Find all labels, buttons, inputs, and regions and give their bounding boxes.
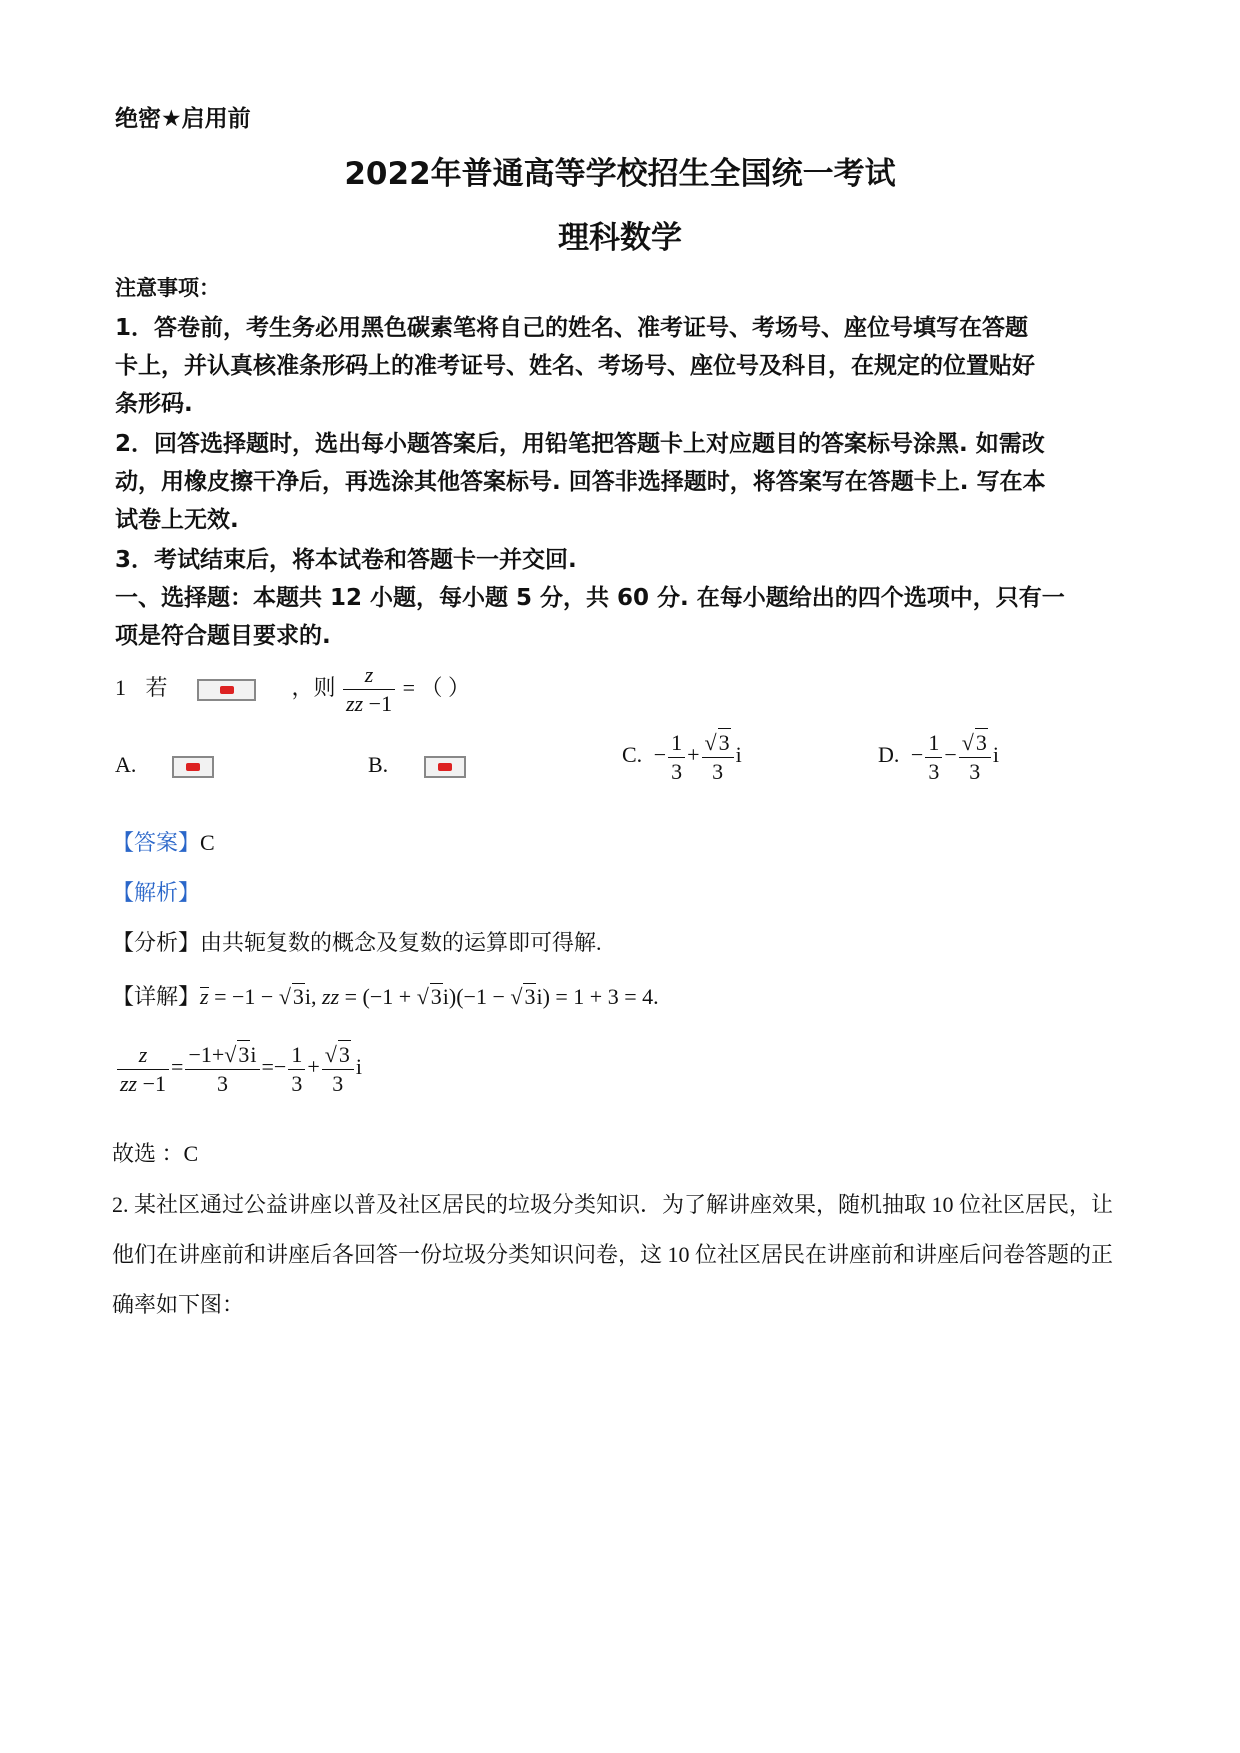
broken-image-icon bbox=[197, 679, 256, 701]
option-a bbox=[115, 735, 214, 795]
answer-value: C bbox=[200, 830, 215, 855]
broken-image-icon bbox=[424, 756, 466, 778]
answer-tag: 【答案】 bbox=[112, 830, 201, 855]
math-text: = −1 − bbox=[208, 984, 279, 1009]
question-2-line: 2. 某社区通过公益讲座以普及社区居民的垃圾分类知识．为了解讲座效果，随机抽取 10 位社区居民，让 bbox=[112, 1192, 1114, 1217]
sqrt-radicand: 3 bbox=[292, 984, 304, 1009]
fraction-numerator: 1 bbox=[288, 1041, 305, 1070]
option-d bbox=[878, 728, 999, 786]
fraction-denominator: 3 bbox=[216, 1071, 228, 1096]
fraction-denominator: 3 bbox=[291, 1070, 303, 1096]
notice-line: 动，用橡皮擦干净后，再选涂其他答案标号. 回答非选择题时，将答案写在答题卡上. 写在本 bbox=[115, 469, 1046, 495]
option-c bbox=[622, 728, 742, 786]
question-text: = （ ） bbox=[402, 675, 470, 700]
notice-line: 卡上，并认真核准条形码上的准考证号、姓名、考场号、座位号及科目，在规定的位置贴好 bbox=[115, 353, 1035, 379]
fraction-numerator: √3 bbox=[959, 728, 991, 758]
math-text: −1+ bbox=[188, 1042, 225, 1067]
fraction-denominator: 3 bbox=[969, 759, 981, 784]
fraction-numerator: z bbox=[117, 1041, 169, 1070]
fraction-numerator: √3 bbox=[702, 728, 734, 758]
sqrt-radicand: 3 bbox=[718, 730, 730, 755]
detail-line: 【详解】z = −1 − √3i, zz = (−1 + √3i)(−1 − √3i) = 1 + 3 = 4. bbox=[112, 984, 659, 1009]
math-text: i bbox=[735, 742, 742, 768]
fraction-denominator: 3 bbox=[671, 758, 683, 784]
notice-heading-text: 注意事项： bbox=[115, 276, 220, 300]
question-number: 1 bbox=[115, 675, 126, 700]
fraction-denominator bbox=[343, 690, 395, 718]
notice-line: 条形码. bbox=[115, 391, 193, 417]
fraction-denominator: 3 bbox=[712, 759, 724, 784]
option-label: D. bbox=[878, 742, 900, 768]
math-text: i) = 1 + 3 = 4. bbox=[536, 984, 659, 1009]
math-text: − bbox=[910, 742, 924, 768]
math-text: i, bbox=[304, 984, 323, 1009]
exam-subject: 理科数学 bbox=[558, 220, 682, 256]
option-label: A. bbox=[115, 752, 137, 777]
section-heading: 项是符合题目要求的. bbox=[115, 623, 331, 649]
fraction-numerator: 1 bbox=[925, 729, 942, 758]
broken-image-icon bbox=[172, 756, 214, 778]
question-2-line: 确率如下图： bbox=[112, 1292, 245, 1317]
fraction bbox=[343, 661, 395, 718]
question-2-line: 他们在讲座前和讲座后各回答一份垃圾分类知识问卷，这 10 位社区居民在讲座前和讲座后问卷答题的正 bbox=[112, 1242, 1114, 1267]
fenxi-text: 由共轭复数的概念及复数的运算即可得解. bbox=[200, 930, 602, 955]
math-text: −1 bbox=[363, 691, 393, 717]
fraction-denominator bbox=[117, 1070, 169, 1098]
fraction-numerator: z bbox=[343, 661, 395, 690]
fraction bbox=[288, 1041, 305, 1098]
option-b bbox=[368, 735, 466, 795]
sqrt-radicand: 3 bbox=[975, 730, 987, 755]
conjugate-z: z bbox=[200, 984, 209, 1009]
detail-tag: 【详解】 bbox=[112, 984, 201, 1009]
math-text: + bbox=[687, 742, 700, 768]
fraction bbox=[117, 1041, 169, 1098]
math-text: i)(−1 − bbox=[442, 984, 511, 1009]
fenxi-tag: 【分析】 bbox=[112, 930, 201, 955]
analysis-tag: 【解析】 bbox=[112, 880, 201, 905]
fraction bbox=[322, 1040, 354, 1098]
fraction-numerator: 1 bbox=[668, 729, 685, 758]
fraction bbox=[702, 728, 734, 786]
exam-title: 2022年普通高等学校招生全国统一考试 bbox=[344, 156, 896, 192]
secret-label: 绝密★启用前 bbox=[115, 106, 251, 132]
math-text: −1 bbox=[137, 1070, 167, 1096]
math-text: + bbox=[307, 1054, 320, 1080]
math-text: = bbox=[171, 1054, 184, 1080]
detail-fraction-line bbox=[115, 1040, 362, 1098]
math-text: i bbox=[250, 1042, 257, 1067]
math-var: zz bbox=[346, 691, 364, 717]
notice-line: 2．回答选择题时，选出每小题答案后，用铅笔把答题卡上对应题目的答案标号涂黑. 如需改 bbox=[115, 431, 1045, 457]
notice-line: 试卷上无效. bbox=[115, 507, 239, 533]
notice-line: 3．考试结束后，将本试卷和答题卡一并交回. bbox=[115, 547, 577, 573]
fraction bbox=[959, 728, 991, 786]
sqrt-radicand: 3 bbox=[430, 984, 442, 1009]
answer-line bbox=[112, 826, 215, 857]
fraction-numerator: √3 bbox=[322, 1040, 354, 1070]
math-var: zz bbox=[322, 984, 340, 1009]
fenxi-line bbox=[112, 926, 602, 957]
math-text: i bbox=[355, 1054, 362, 1080]
question-1-stem bbox=[115, 660, 470, 718]
math-var: zz bbox=[120, 1070, 138, 1096]
question-text: ，则 bbox=[291, 675, 336, 700]
math-text: − bbox=[273, 1054, 287, 1080]
section-heading: 一、选择题：本题共 12 小题，每小题 5 分，共 60 分. 在每小题给出的四个选项中，只有一 bbox=[115, 585, 1065, 611]
notice-line: 1．答卷前，考生务必用黑色碳素笔将自己的姓名、准考证号、考场号、座位号填写在答题 bbox=[115, 315, 1029, 341]
math-text: − bbox=[944, 742, 957, 768]
fraction bbox=[668, 729, 685, 786]
fraction-denominator: 3 bbox=[928, 758, 940, 784]
fraction-numerator: −1+√3i bbox=[185, 1040, 259, 1070]
fraction bbox=[185, 1040, 259, 1098]
math-text: = bbox=[261, 1054, 274, 1080]
question-text: 若 bbox=[145, 675, 168, 700]
option-label: C. bbox=[622, 742, 643, 768]
sqrt-radicand: 3 bbox=[338, 1042, 350, 1067]
math-text: = (−1 + bbox=[339, 984, 417, 1009]
choose-line: 故选 ：C bbox=[112, 1141, 199, 1166]
sqrt-radicand: 3 bbox=[238, 1042, 250, 1067]
fraction bbox=[925, 729, 942, 786]
math-text: − bbox=[653, 742, 667, 768]
fraction-denominator: 3 bbox=[332, 1071, 344, 1096]
option-label: B. bbox=[368, 752, 389, 777]
math-text: i bbox=[992, 742, 999, 768]
sqrt-radicand: 3 bbox=[524, 984, 536, 1009]
